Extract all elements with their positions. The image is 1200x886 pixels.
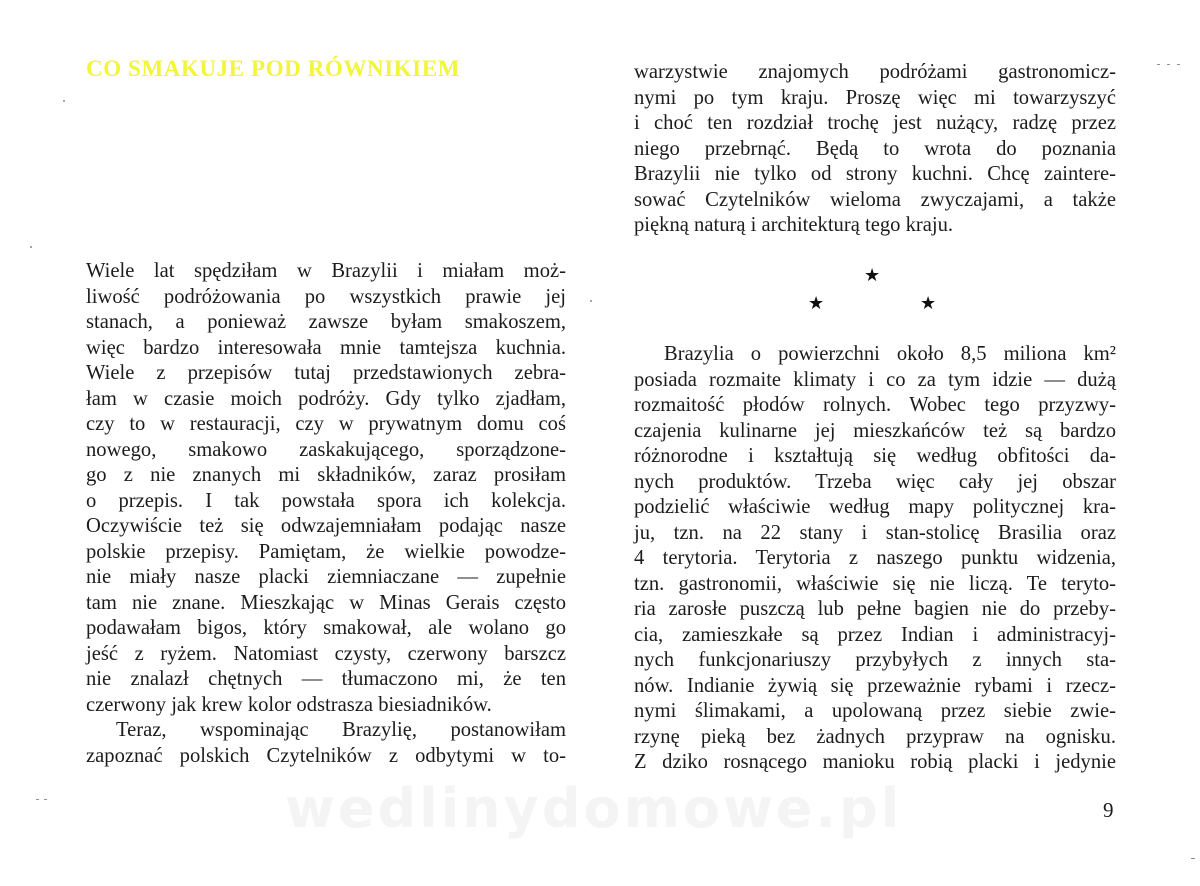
text-line: czy to w restauracji, czy w prywatnym domu coś bbox=[86, 413, 566, 435]
text-line: Z dziko rosnącego manioku robią placki i jedynie bbox=[634, 751, 1116, 773]
left-column-text bbox=[86, 259, 566, 769]
section-separator bbox=[806, 264, 946, 314]
text-line: rozmaitość płodów rolnych. Wobec tego przyzwy- bbox=[634, 394, 1116, 416]
watermark: wedlinydomowe.pl bbox=[285, 777, 903, 840]
text-line: nów. Indianie żywią się przeważnie rybami i rzecz- bbox=[634, 674, 1116, 697]
text-line: Oczywiście też się odwzajemniałam podając nasze bbox=[86, 515, 566, 537]
text-line: Wiele lat spędziłam w Brazylii i miałam moż- bbox=[86, 260, 566, 282]
text-line: nymi po tym kraju. Proszę więc mi towarzyszyć bbox=[634, 86, 1116, 109]
star-icon: ★ bbox=[864, 265, 881, 285]
text-line: zapoznać polskich Czytelników z odbytymi w to- bbox=[86, 744, 566, 767]
scan-speck bbox=[30, 246, 32, 248]
star-icon: ★ bbox=[920, 293, 937, 313]
text-line: stanach, a ponieważ zawsze byłam smakoszem, bbox=[86, 311, 566, 333]
star-icon: ★ bbox=[808, 293, 825, 313]
right-column-intro bbox=[634, 60, 1116, 239]
text-line: i choć ten rozdział trochę jest nużący, radzę przez bbox=[634, 112, 1116, 134]
text-line: liwość podróżowania po wszystkich prawie jej bbox=[86, 285, 566, 308]
text-line: cia, zamieszkałe są przez Indian i administracyj- bbox=[634, 623, 1116, 646]
text-line: nie znalazł chętnych — tłumaczono mi, że ten bbox=[86, 668, 566, 690]
scan-speck bbox=[1167, 64, 1170, 65]
text-line: Brazylii nie tylko od strony kuchni. Chcę zaintere- bbox=[634, 163, 1116, 185]
scan-speck bbox=[1157, 64, 1160, 65]
text-line: różnorodne i kształtują się według obfitości da- bbox=[634, 445, 1116, 467]
right-column-text bbox=[634, 342, 1116, 776]
text-line: piękną naturą i architekturą tego kraju. bbox=[634, 214, 954, 236]
scan-speck bbox=[590, 300, 592, 302]
text-line: rzynę pieką bez żadnych przypraw na ognisku. bbox=[634, 725, 1116, 748]
text-line: ju, tzn. na 22 stany i stan-stolicę Brasilia oraz bbox=[634, 521, 1116, 544]
text-line: posiada rozmaite klimaty i co za tym idzie — dużą bbox=[634, 368, 1116, 391]
text-line: niego przebrnąć. Będą to wrota do poznania bbox=[634, 137, 1116, 160]
text-line: czerwony jak krew kolor odstrasza biesiadników. bbox=[86, 693, 492, 716]
text-line: o przepis. I tak powstała spora ich kolekcja. bbox=[86, 489, 566, 512]
scan-speck bbox=[1191, 858, 1195, 859]
text-line: Brazylia o powierzchni około 8,5 miliona km² bbox=[664, 343, 1116, 365]
text-line: podzielić właściwie według mapy politycznej kra- bbox=[634, 496, 1116, 518]
text-line: polskie przepisy. Pamiętam, że wielkie powodze- bbox=[86, 540, 566, 563]
scan-speck bbox=[63, 100, 65, 102]
text-line: podawałam bigos, który smakował, ale wolano go bbox=[86, 617, 566, 639]
scan-speck bbox=[1177, 64, 1180, 65]
chapter-title: CO SMAKUJE POD RÓWNIKIEM bbox=[86, 56, 461, 81]
text-line: nymi ślimakami, a upolowaną przez siebie zwie- bbox=[634, 700, 1116, 722]
text-line: Teraz, wspominając Brazylię, postanowiłam bbox=[116, 719, 566, 741]
text-line: nie miały nasze placki ziemniaczane — zupełnie bbox=[86, 566, 566, 588]
scan-speck bbox=[36, 799, 39, 800]
text-line: łam w czasie moich podróży. Gdy tylko zjadłam, bbox=[86, 387, 566, 410]
text-line: jeść z ryżem. Natomiast czysty, czerwony barszcz bbox=[86, 642, 566, 665]
text-line: nych produktów. Trzeba więc cały jej obszar bbox=[634, 470, 1116, 493]
text-line: nych funkcjonariuszy przybyłych z innych sta- bbox=[634, 649, 1116, 671]
text-line: Wiele z przepisów tutaj przedstawionych zebra- bbox=[86, 362, 566, 384]
text-line: ria zarosłe puszczą lub pełne bagien nie do przeby- bbox=[634, 598, 1116, 620]
text-line: tam nie znane. Mieszkając w Minas Gerais często bbox=[86, 591, 566, 614]
text-line: 4 terytoria. Terytoria z naszego punktu widzenia, bbox=[634, 547, 1116, 569]
text-line: czajenia kulinarne jej mieszkańców też są bardzo bbox=[634, 419, 1116, 442]
text-line: go z nie znanych mi składników, zaraz prosiłam bbox=[86, 464, 566, 486]
text-line: warzystwie znajomych podróżami gastronomicz- bbox=[634, 61, 1116, 83]
text-line: nowego, smakowo zaskakującego, sporządzone- bbox=[86, 438, 566, 461]
scan-speck bbox=[44, 799, 47, 800]
text-line: tzn. gastronomii, właściwie się nie liczą. Te teryto- bbox=[634, 572, 1116, 595]
text-line: więc bardzo interesowała mnie tamtejsza kuchnia. bbox=[86, 336, 566, 359]
page-number: 9 bbox=[1103, 798, 1114, 822]
text-line: sować Czytelników wieloma zwyczajami, a także bbox=[634, 188, 1116, 211]
